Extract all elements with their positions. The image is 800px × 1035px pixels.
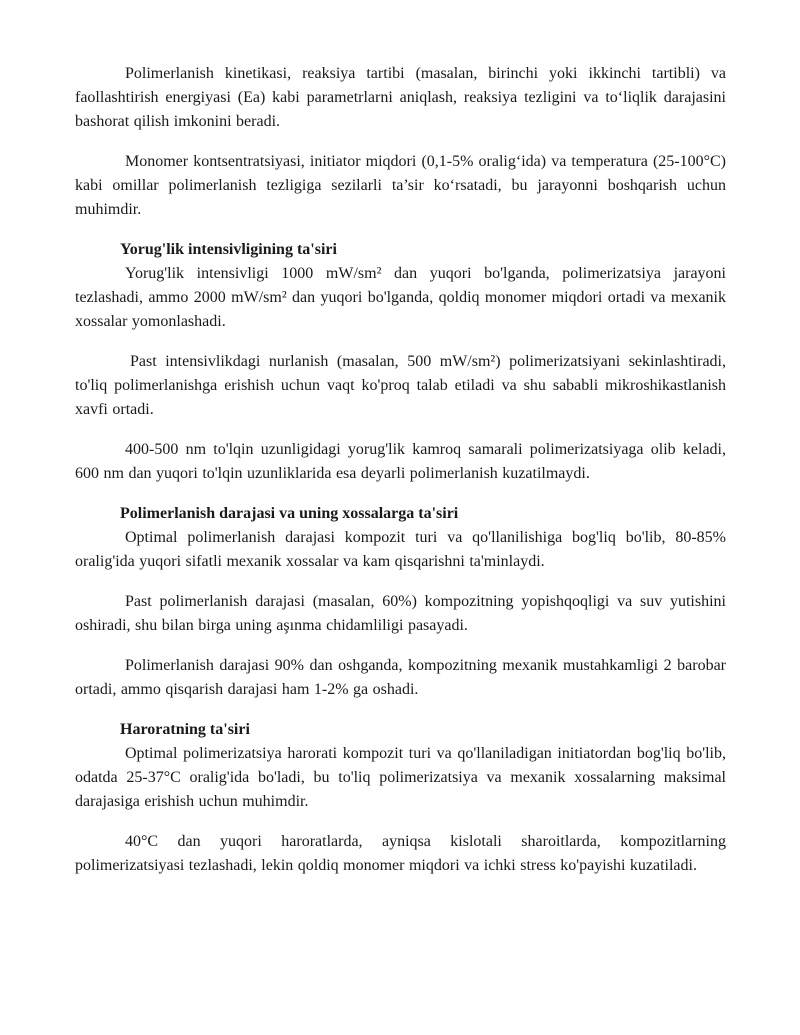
paragraph: Past intensivlikdagi nurlanish (masalan, 500 mW/sm²) polimerizatsiyani sekinlashtiradi, to'liq polimerlanishga erishish uchun vaqt ko'proq talab etiladi va shu sababli mikroshikastlanish xavfi ortadi. (75, 353, 726, 418)
paragraph: Polimerlanish darajasi 90% dan oshganda, kompozitning mexanik mustahkamligi 2 barobar ortadi, ammo qisqarish darajasi ham 1-2% ga oshadi. (75, 657, 726, 698)
paragraph: Past polimerlanish darajasi (masalan, 60%) kompozitning yopishqoqligi va suv yutishini oshiradi, shu bilan birga uning aşınma chidamliligi pasayadi. (75, 593, 726, 634)
section-heading-light-intensity: Yorug'lik intensivligining ta'siri (120, 241, 337, 258)
paragraph: Yorug'lik intensivligi 1000 mW/sm² dan yuqori bo'lganda, polimerizatsiya jarayoni tezlashadi, ammo 2000 mW/sm² dan yuqori bo'lganda, qoldiq monomer miqdori ortadi va mexanik xossalar yomonlashadi. (75, 265, 726, 330)
section-heading-polymerization-degree: Polimerlanish darajasi va uning xossalarga ta'siri (120, 505, 459, 522)
document-page (75, 62, 726, 894)
paragraph: Optimal polimerizatsiya harorati kompozit turi va qo'llaniladigan initiatordan bog'liq bo'lib, odatda 25-37°C oralig'ida bo'ladi, bu to'liq polimerizatsiya va mexanik xossalarning maksimal darajasiga erishish uchun muhimdir. (75, 745, 726, 810)
paragraph: 400-500 nm to'lqin uzunligidagi yorug'lik kamroq samarali polimerizatsiyaga olib keladi, 600 nm dan yuqori to'lqin uzunliklarida esa deyarli polimerlanish kuzatilmaydi. (75, 441, 726, 482)
paragraph-intro-2: Monomer kontsentratsiyasi, initiator miqdori (0,1-5% oralig‘ida) va temperatura (25-100°C) kabi omillar polimerlanish tezligiga sezilarli ta’sir ko‘rsatadi, bu jarayonni boshqarish uchun muhimdir. (75, 153, 726, 218)
paragraph: 40°C dan yuqori haroratlarda, ayniqsa kislotali sharoitlarda, kompozitlarning polimerizatsiyasi tezlashadi, lekin qoldiq monomer miqdori va ichki stress ko'payishi kuzatiladi. (75, 833, 726, 874)
section-heading-temperature: Haroratning ta'siri (120, 721, 250, 738)
paragraph-intro-1: Polimerlanish kinetikasi, reaksiya tartibi (masalan, birinchi yoki ikkinchi tartibli) va faollashtirish energiyasi (Ea) kabi parametrlarni aniqlash, reaksiya tezligini va to‘liqlik darajasini bashorat qilish imkonini beradi. (75, 65, 726, 130)
paragraph: Optimal polimerlanish darajasi kompozit turi va qo'llanilishiga bog'liq bo'lib, 80-85% oralig'ida yuqori sifatli mexanik xossalar va kam qisqarishni ta'minlaydi. (75, 529, 726, 570)
